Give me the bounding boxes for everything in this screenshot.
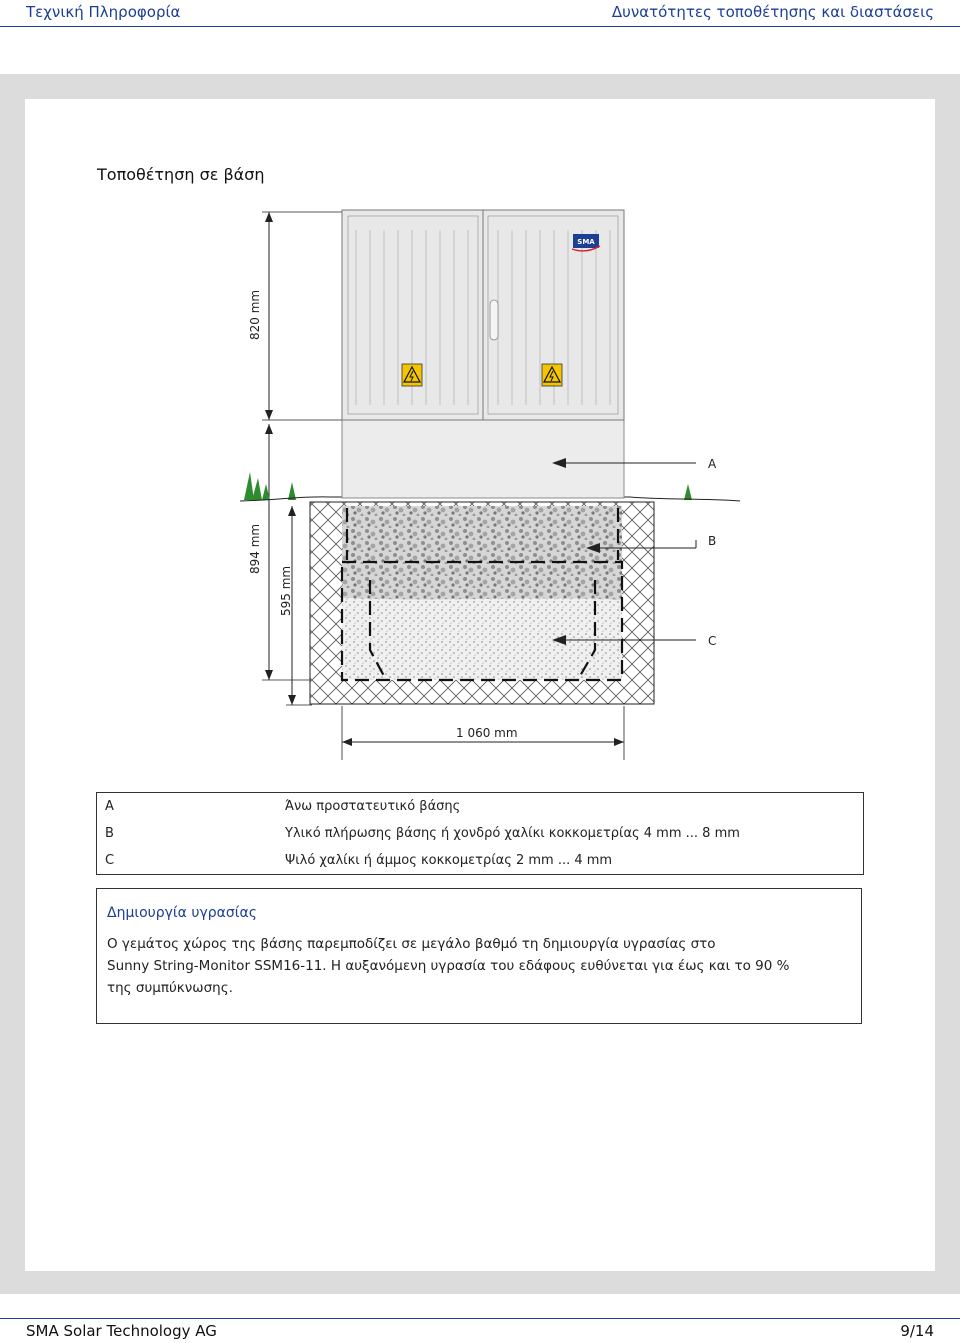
header-right-title: Δυνατότητες τοποθέτησης και διαστάσεις [611, 3, 934, 21]
note-line-1: Ο γεμάτος χώρος της βάσης παρεμποδίζει σε μεγάλο βαθμό τη δημιουργία υγρασίας στο [107, 936, 716, 952]
dim-820-label: 820 mm [248, 289, 262, 340]
base-top-protection [342, 420, 624, 498]
note-body [107, 933, 851, 999]
warning-sign-right-icon [542, 364, 562, 386]
svg-text:SMA: SMA [577, 238, 595, 246]
footer-company: SMA Solar Technology AG [26, 1322, 217, 1340]
legend-row [97, 847, 863, 874]
note-line-2: Sunny String-Monitor SSM16-11. Η αυξανόμενη υγρασία του εδάφους ευθύνεται για έως και το 90 % [107, 958, 790, 974]
legend-row [97, 793, 863, 820]
callout-a-label: A [708, 457, 717, 471]
legend-value: Υλικό πλήρωσης βάσης ή χονδρό χαλίκι κοκκομετρίας 4 mm ... 8 mm [285, 826, 740, 841]
legend-key: C [105, 853, 115, 868]
dim-894-label: 894 mm [248, 523, 262, 574]
fine-sand-fill [342, 598, 622, 680]
section-title: Τοποθέτηση σε βάση [97, 165, 265, 184]
warning-sign-left-icon [402, 364, 422, 386]
header-left-title: Τεχνική Πληροφορία [26, 3, 181, 21]
note-line-3: της συμπύκνωσης. [107, 980, 233, 996]
legend-row [97, 820, 863, 847]
dim-1060-label: 1 060 mm [456, 726, 518, 740]
legend-value: Άνω προστατευτικό βάσης [285, 799, 461, 814]
legend-key: B [105, 826, 114, 841]
footer-rule [0, 1318, 960, 1319]
callout-c-label: C [708, 634, 717, 648]
callout-b-label: B [708, 534, 717, 548]
dimension-820 [262, 212, 342, 420]
dim-595-label: 595 mm [279, 565, 293, 616]
note-title: Δημιουργία υγρασίας [107, 905, 257, 921]
legend-value: Ψιλό χαλίκι ή άμμος κοκκομετρίας 2 mm ... 4 mm [285, 853, 613, 868]
legend-table [96, 792, 864, 875]
legend-key: A [105, 799, 114, 814]
footer-page-number: 9/14 [900, 1322, 934, 1340]
coarse-gravel-fill [342, 506, 622, 600]
moisture-note-box [96, 888, 862, 1024]
